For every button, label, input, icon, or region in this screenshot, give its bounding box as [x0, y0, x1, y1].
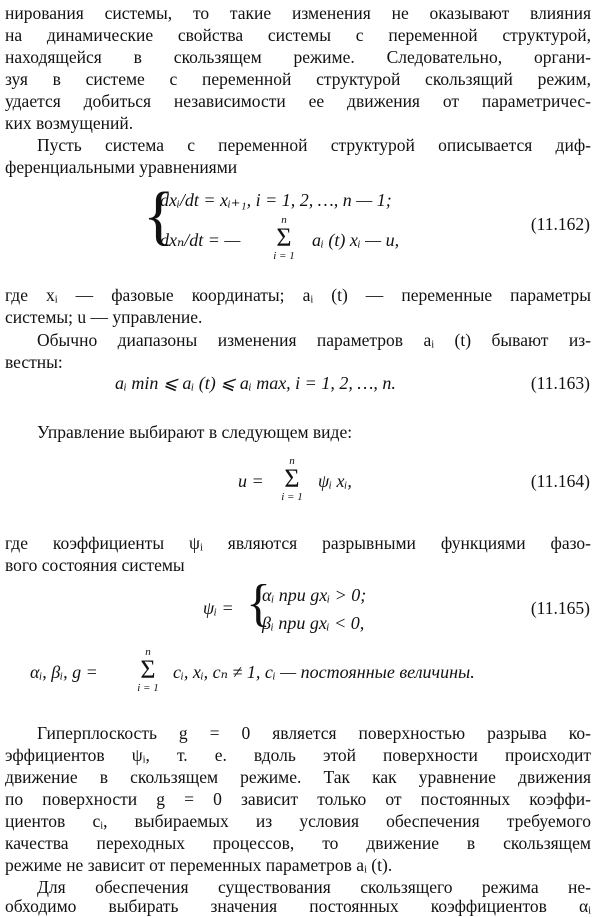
equation-part: ψᵢ = — [203, 598, 234, 618]
equation-part: αᵢ, βᵢ, g = — [30, 662, 98, 682]
equation-number: (11.164) — [530, 471, 590, 491]
equation-part: cᵢ, xᵢ, cₙ ≠ 1, cᵢ — постоянные величины. — [173, 662, 475, 682]
text-line: вестны: — [5, 352, 63, 372]
text-line: Пусть система с переменной структурой описывается диф- — [37, 135, 591, 155]
text-line: Гиперплоскость g = 0 является поверхностью разрыва ко- — [37, 723, 591, 743]
equation-row: αᵢ при gxᵢ > 0; — [262, 585, 367, 605]
summation — [270, 455, 314, 503]
left-brace: { — [246, 575, 271, 632]
text-line: где коэффициенты ψᵢ являются разрывными функциями фазо- — [5, 533, 591, 553]
text-line: качества переходных процессов, то движение в скользящем — [5, 833, 591, 853]
equation-number: (11.165) — [530, 598, 590, 618]
text-line: ференциальными уравнениями — [5, 157, 238, 177]
text-line: движение в скользящем режиме. Так как уравнение движения — [5, 767, 591, 787]
sum-lower-limit: i = 1 — [281, 491, 303, 503]
sum-sign: Σ — [284, 464, 300, 493]
text-line: ких возмущений. — [5, 113, 134, 133]
sum-upper-limit: n — [145, 646, 151, 658]
equation-row: dxᵢ/dt = xᵢ₊₁, i = 1, 2, …, n — 1; — [160, 190, 392, 210]
equation-part: u = — [238, 471, 264, 491]
text-line: на динамические свойства системы с переменной структурой, — [5, 25, 591, 45]
text-line: где xᵢ — фазовые координаты; aᵢ (t) — переменные параметры — [5, 285, 591, 305]
sum-sign: Σ — [140, 655, 156, 684]
text-line: режиме не зависит от переменных параметров aᵢ (t). — [5, 855, 393, 875]
sum-upper-limit: n — [289, 455, 295, 467]
sum-upper-limit: n — [281, 214, 287, 226]
text-line: Управление выбирают в следующем виде: — [37, 422, 353, 442]
text-line: обходимо выбирать значения постоянных коэффициентов αᵢ — [5, 896, 591, 916]
left-brace: { — [143, 179, 175, 252]
text-line: находящейся в скользящем режиме. Следовательно, органи- — [5, 47, 591, 67]
summation — [126, 646, 170, 694]
text-line: Обычно диапазоны изменения параметров aᵢ (t) бывают из- — [37, 330, 591, 350]
text-line: циентов cᵢ, выбираемых из условия обеспечения требуемого — [5, 811, 591, 831]
text-line: зуя в системе с переменной структурой скользящий режим, — [5, 69, 591, 89]
equation-number: (11.162) — [530, 214, 590, 234]
text-line: Для обеспечения существования скользящего режима не- — [37, 877, 591, 897]
text-line: удается добиться независимости ее движения от параметричес- — [5, 91, 591, 111]
summation — [262, 214, 306, 262]
sum-lower-limit: i = 1 — [137, 682, 159, 694]
text-line: эффициентов ψᵢ, т. е. вдоль этой поверхности происходит — [5, 745, 591, 765]
text-line: по поверхности g = 0 зависит только от постоянных коэффи- — [5, 789, 591, 809]
sum-lower-limit: i = 1 — [273, 250, 295, 262]
equation-row: βᵢ при gxᵢ < 0, — [262, 613, 365, 633]
equation-row: aᵢ min ⩽ aᵢ (t) ⩽ aᵢ max, i = 1, 2, …, n. — [115, 373, 396, 393]
text-line: нирования системы, то такие изменения не оказывают влияния — [5, 3, 591, 23]
text-line: системы; u — управление. — [5, 307, 203, 327]
equation-row: dxₙ/dt = — — [160, 230, 241, 250]
text-line: вого состояния системы — [5, 555, 185, 575]
equation-number: (11.163) — [530, 373, 590, 393]
equation-row: aᵢ (t) xᵢ — u, — [312, 230, 400, 250]
sum-sign: Σ — [276, 223, 292, 252]
equation-part: ψᵢ xᵢ, — [318, 471, 352, 491]
